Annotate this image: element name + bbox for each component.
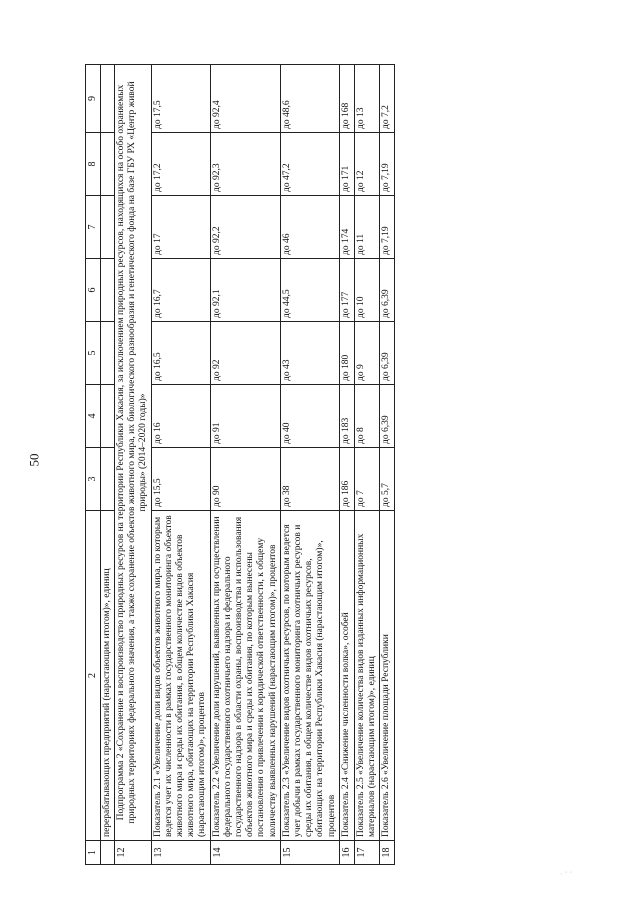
- continuation-row: [100, 65, 114, 865]
- value-cell: до 11: [354, 196, 379, 259]
- header-cell: 3: [86, 448, 101, 511]
- value-cell: до 43: [280, 322, 339, 385]
- value-cell: до 186: [339, 448, 354, 511]
- subprogram-row: [115, 65, 152, 865]
- rotated-page-wrapper: [85, 65, 615, 865]
- header-cell: 4: [86, 385, 101, 448]
- header-row: [86, 65, 101, 865]
- value-cell: до 13: [354, 65, 379, 133]
- value-cell: до 180: [339, 322, 354, 385]
- value-cell: до 90: [210, 448, 280, 511]
- indicator-text: Показатель 2.3 «Увеличение видов охотничьих ресурсов, по которым ведется учет добычи в рамках государственного мониторинга охотничьих ресурсов и среды их обитания, в общем количестве видов охотничьих ресурсов, обитающих на территории Республики Хакасия (нарастающим итогом)», процентов: [280, 511, 339, 841]
- table-row: [339, 65, 354, 865]
- value-cell: до 6,39: [380, 259, 395, 322]
- indicator-text: Показатель 2.6 «Увеличение площади Республики: [380, 511, 395, 841]
- table-row: [280, 65, 339, 865]
- table-row: [354, 65, 379, 865]
- value-cell: до 48,6: [280, 65, 339, 133]
- table-row: [380, 65, 395, 865]
- header-cell: 6: [86, 259, 101, 322]
- value-cell: до 40: [280, 385, 339, 448]
- header-cell: 1: [86, 841, 101, 865]
- value-cell: до 17,5: [151, 65, 210, 133]
- value-cell: до 8: [354, 385, 379, 448]
- value-cell: до 92,2: [210, 196, 280, 259]
- row-number: 17: [354, 841, 379, 865]
- value-cell: до 16,5: [151, 322, 210, 385]
- value-cell: до 174: [339, 196, 354, 259]
- row-number: 14: [210, 841, 280, 865]
- value-cell: до 6,39: [380, 322, 395, 385]
- value-cell: до 7,2: [380, 65, 395, 133]
- value-cell: до 17,2: [151, 133, 210, 196]
- rotated-table-container: [85, 65, 615, 865]
- row-number: 16: [339, 841, 354, 865]
- value-cell: до 46: [280, 196, 339, 259]
- header-cell: 5: [86, 322, 101, 385]
- value-cell: до 12: [354, 133, 379, 196]
- header-cell: 9: [86, 65, 101, 133]
- row-number: 15: [280, 841, 339, 865]
- value-cell: до 15,5: [151, 448, 210, 511]
- value-cell: до 92,3: [210, 133, 280, 196]
- indicator-text: Показатель 2.2 «Увеличение доли нарушений, выявленных при осуществлении федерального государственного охотничьего надзора и федерального государственного надзора в области охраны, воспроизводства и использования объектов животного мира и среды их обитания, по которым вынесены постановления о привлечении к юридической ответственности, к общему количеству выявленных нарушений (нарастающим итогом)», процентов: [210, 511, 280, 841]
- page-number: 50: [26, 453, 42, 467]
- scan-artifact: · ¨ ¨: [560, 870, 572, 879]
- row-number: 13: [151, 841, 210, 865]
- indicator-text: Показатель 2.4 «Снижение численности волка», особей: [339, 511, 354, 841]
- value-cell: до 38: [280, 448, 339, 511]
- value-cell: до 168: [339, 65, 354, 133]
- header-cell: 7: [86, 196, 101, 259]
- table-row: [151, 65, 210, 865]
- value-cell: до 177: [339, 259, 354, 322]
- row-number: 12: [115, 841, 152, 865]
- row-number: 18: [380, 841, 395, 865]
- value-cell: до 47,2: [280, 133, 339, 196]
- indicator-text: Показатель 2.5 «Увеличение количества видов изданных информационных материалов (нарастающим итогом)», единиц: [354, 511, 379, 841]
- subprogram-title: Подпрограмма 2 «Сохранение и воспроизводство природных ресурсов на территории Республики Хакасия, за исключением природных ресурсов, находящихся на особо охраняемых природных территориях федерального значения, а также сохранение объектов животного мира, их биологического разнообразия и генетического фонда на базе ГБУ РХ «Центр живой природы» (2014–2020 годы)»: [115, 65, 152, 841]
- value-cell: до 92: [210, 322, 280, 385]
- indicator-text: Показатель 2.1 «Увеличение доли видов объектов животного мира, по которым ведется учет их численности в рамках государственного мониторинга объектов животного мира и среды их обитания, в общем количестве видов объектов животного мира, обитающих на территории Республики Хакасия (нарастающим итогом)», процентов: [151, 511, 210, 841]
- header-cell: 8: [86, 133, 101, 196]
- value-cell: до 9: [354, 322, 379, 385]
- value-cell: до 16,7: [151, 259, 210, 322]
- value-cell: до 7,19: [380, 196, 395, 259]
- continuation-text: перерабатывающих предприятий (нарастающим итогом)», единиц: [100, 511, 114, 841]
- value-cell: до 44,5: [280, 259, 339, 322]
- value-cell: до 171: [339, 133, 354, 196]
- value-cell: до 16: [151, 385, 210, 448]
- value-cell: до 91: [210, 385, 280, 448]
- indicators-table: [85, 64, 395, 865]
- value-cell: до 92,4: [210, 65, 280, 133]
- value-cell: до 7: [354, 448, 379, 511]
- value-cell: до 5,7: [380, 448, 395, 511]
- value-cell: до 17: [151, 196, 210, 259]
- header-cell: 2: [86, 511, 101, 841]
- value-cell: до 10: [354, 259, 379, 322]
- value-cell: до 183: [339, 385, 354, 448]
- value-cell: до 7,19: [380, 133, 395, 196]
- value-cell: до 92,1: [210, 259, 280, 322]
- value-cell: до 6,39: [380, 385, 395, 448]
- table-row: [210, 65, 280, 865]
